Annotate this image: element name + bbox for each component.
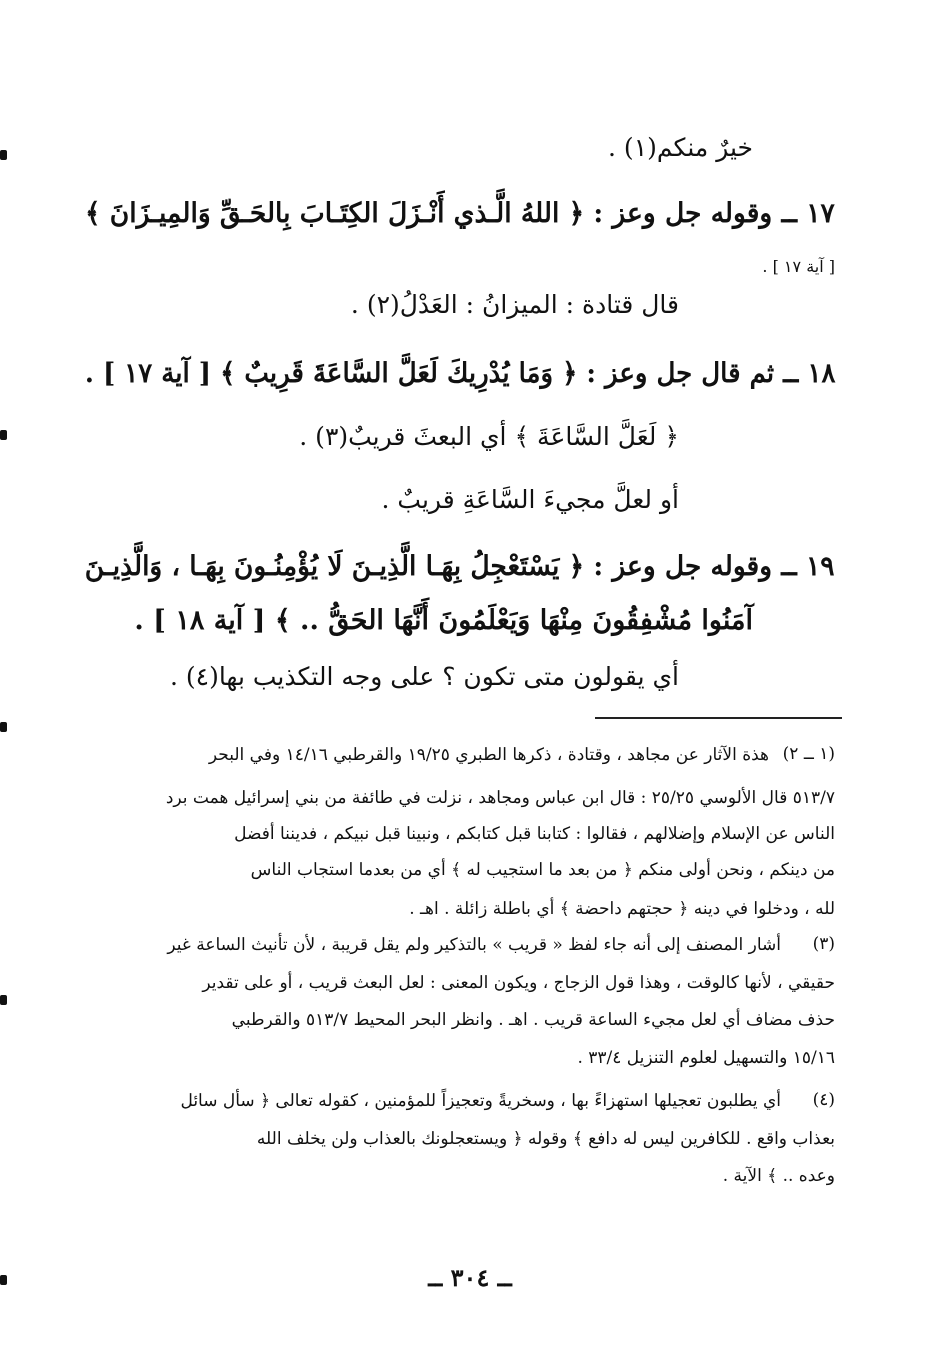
verse-19-line: ١٩ ــ وقوله جل وعز : ﴿ يَسْتَعْجِلُ بِهَـا الَّذِيـنَ لَا يُؤْمِنُـونَ بِهَـا ، وَالَّذِيـنَ (85, 551, 835, 582)
scan-edge-mark (0, 430, 7, 440)
footnote-line: بعذاب واقع . للكافرين ليس له دافع ﴾ وقوله ﴿ ويستعجلونك بالعذاب ولن يخلف الله (256, 1129, 835, 1149)
text-line: خيرٌ منكم(١) . (608, 133, 753, 162)
verse-18-line: ١٨ ــ ثم قال جل وعز : ﴿ وَمَا يُدْرِيكَ لَعَلَّ السَّاعَةَ قَرِيبٌ ﴾ [ آية ١٧ ] . (84, 358, 835, 389)
footnote-line: لله ، ودخلوا في دينه ﴿ حجتهم داحضة ﴾ أي باطلة زائلة . اهـ . (409, 899, 835, 919)
footnote-line: ١٥/١٦ والتسهيل لعلوم التنزيل ٣٣/٤ . (577, 1048, 835, 1068)
footnote-separator (595, 717, 842, 719)
footnote-line: من دينكم ، ونحن أولى منكم ﴿ من بعد ما استجيب له ﴾ أي من بعدما استجاب الناس (250, 860, 835, 880)
footnote-number: (٣) (812, 934, 835, 954)
footnote-line: أي يطلبون تعجيلها استهزاءً بها ، وسخريةً وتعجيزاً للمؤمنين ، كقوله تعالى ﴿ سأل سائل (180, 1091, 781, 1111)
text-line: قال قتادة : الميزانُ : العَدْلُ(٢) . (350, 290, 679, 319)
footnote-line: الناس عن الإسلام وإضلالهم ، فقالوا : كتابنا قبل كتابكم ، ونبينا قبل نبيكم ، فديننا أفضل (234, 824, 835, 844)
scan-edge-mark (0, 1275, 7, 1285)
scan-edge-mark (0, 722, 7, 732)
footnote-line: هذة الآثار عن مجاهد ، وقتادة ، ذكرها الطبري ١٩/٢٥ والقرطبي ١٤/١٦ وفي البحر (208, 745, 769, 765)
verse-19-continuation: آمَنُوا مُشْفِقُونَ مِنْهَا وَيَعْلَمُونَ أَنَّهَا الحَقُّ .. ﴾ [ آية ١٨ ] . (134, 605, 753, 636)
page-number: ــ ٣٠٤ ــ (428, 1263, 512, 1292)
scan-edge-mark (0, 150, 7, 160)
footnote-number: (٤) (812, 1090, 835, 1110)
verse-17-line: ١٧ ــ وقوله جل وعز : ﴿ اللهُ الَّـذي أَنْـزَلَ الكِتَـابَ بِالحَـقِّ وَالمِيـزَانَ ﴾ (85, 198, 835, 229)
footnote-line: حذف مضاف أي لعل مجيء الساعة قريب . اهـ . وانظر البحر المحيط ٥١٣/٧ والقرطبي (231, 1010, 835, 1030)
scan-edge-mark (0, 995, 7, 1005)
verse-reference: [ آية ١٧ ] . (762, 257, 835, 276)
footnote-number: (١ ــ ٢) (782, 744, 835, 764)
footnote-line: حقيقي ، لأنها كالوقت ، وهذا قول الزجاج ، ويكون المعنى : لعل البعث قريب ، أو على تقدير (202, 973, 835, 993)
text-line: أي يقولون متى تكون ؟ على وجه التكذيب بها(٤) . (169, 662, 679, 691)
footnote-line: أشار المصنف إلى أنه جاء لفظ « قريب » بالتذكير ولم يقل قريبة ، لأن تأنيث الساعة غير (167, 935, 781, 955)
text-line: ﴿ لَعَلَّ السَّاعَةَ ﴾ أي البعثَ قريبٌ(٣) . (299, 422, 679, 451)
footnote-line: ٥١٣/٧ قال الألوسي ٢٥/٢٥ : قال ابن عباس ومجاهد ، نزلت في طائفة من بني إسرائيل همت برد (165, 788, 835, 808)
footnote-line: وعده .. ﴾ الآية . (722, 1166, 835, 1186)
text-line: أو لعلَّ مجيءَ السَّاعَةِ قريبٌ . (381, 485, 679, 514)
